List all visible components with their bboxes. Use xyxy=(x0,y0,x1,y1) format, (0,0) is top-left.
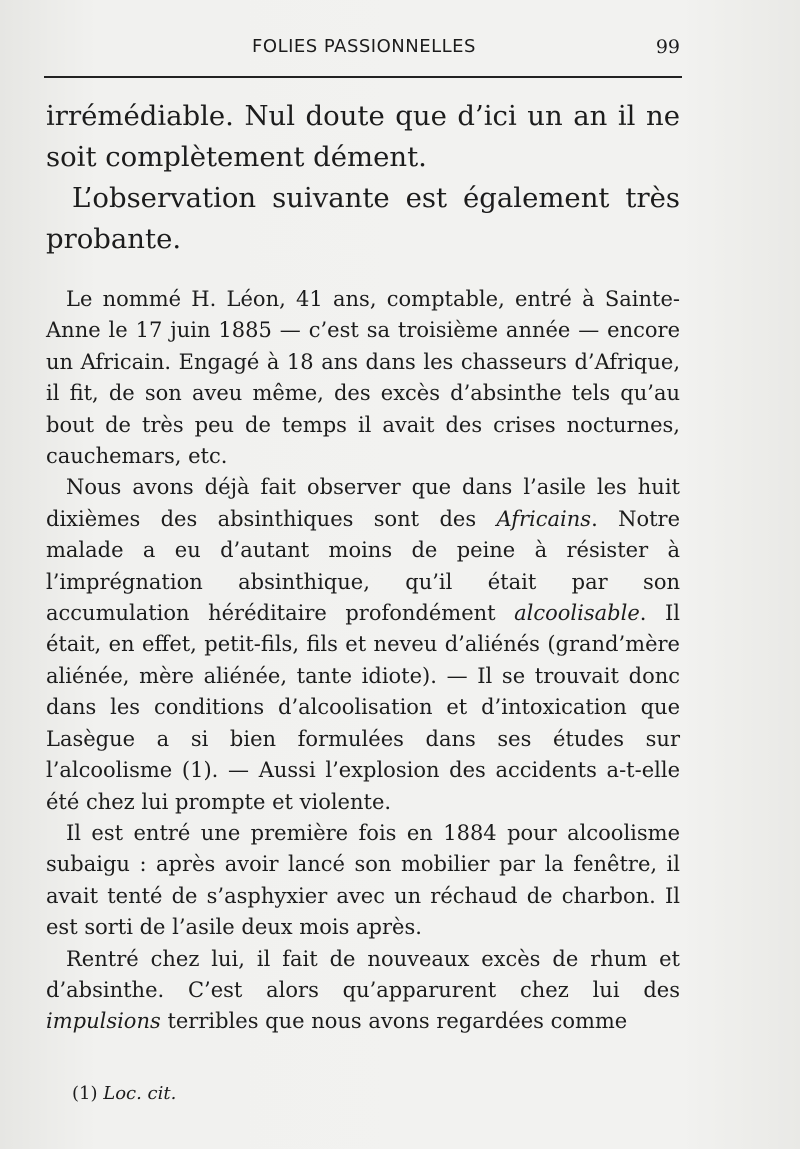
body-paragraph-4-part-b: terribles que nous avons regardées comme xyxy=(160,1009,628,1034)
body-paragraph-4 xyxy=(46,944,680,1038)
body-paragraph-2-part-b: . Notre malade a eu d’autant moins de peine à résister à l’imprégnation absinthique, qu’il était par son accumulation héréditaire profondément xyxy=(46,506,680,626)
emphasis-africains: Africains xyxy=(496,506,592,531)
body-paragraph-2 xyxy=(46,472,680,817)
footnote-text: Loc. cit. xyxy=(103,1083,177,1104)
body-paragraph-1: Le nommé H. Léon, 41 ans, comptable, entré à Sainte-Anne le 17 juin 1885 — c’est sa troisième année — encore un Africain. Engagé à 18 ans dans les chasseurs d’Afrique, il fit, de son aveu même, des excès d’absinthe tels qu’au bout de très peu de temps il avait des crises nocturnes, cauchemars, etc. xyxy=(46,287,680,469)
running-head xyxy=(48,36,680,64)
emphasis-alcoolisable: alcoolisable xyxy=(514,601,640,626)
body-paragraph-2-part-a: Nous avons déjà fait observer que dans l’asile les huit dixièmes des absinthiques sont des xyxy=(46,475,680,531)
lead-paragraph-1: irrémédiable. Nul doute que d’ici un an il ne soit complètement dément. xyxy=(46,100,680,173)
lead-paragraph-2: L’observation suivante est également très probante. xyxy=(46,182,680,255)
body-paragraph-3: Il est entré une première fois en 1884 pour alcoolisme subaigu : après avoir lancé son mobilier par la fenêtre, il avait tenté de s’asphyxier avec un réchaud de charbon. Il est sorti de l’asile deux mois après. xyxy=(46,820,680,940)
page-number: 99 xyxy=(655,36,680,58)
body-paragraph-4-part-a: Rentré chez lui, il fait de nouveaux excès de rhum et d’absinthe. C’est alors qu’apparurent chez lui des xyxy=(46,946,680,1002)
header-rule xyxy=(44,76,682,78)
body-paragraph-2-part-d: . — Aussi l’explosion des accidents a-t-elle été chez lui prompte et violente. xyxy=(46,758,680,814)
emphasis-impulsions: impulsions xyxy=(46,1009,161,1034)
observation-text xyxy=(46,284,680,1038)
body-paragraph-2-part-c: . Il était, en effet, petit-fils, fils et neveu d’aliénés (grand’mère aliénée, mère aliénée, tante idiote). — Il se trouvait donc dans les conditions d’alcoolisation et d’intoxication que Lasègue a si bien formulées dans ses études sur l’alcoolisme xyxy=(46,601,680,783)
footnote xyxy=(72,1083,176,1104)
lead-text xyxy=(46,96,680,260)
footnote-reference: (1) xyxy=(181,758,212,783)
footnote-number: (1) xyxy=(72,1083,98,1104)
running-title: FOLIES PASSIONNELLES xyxy=(252,36,476,57)
